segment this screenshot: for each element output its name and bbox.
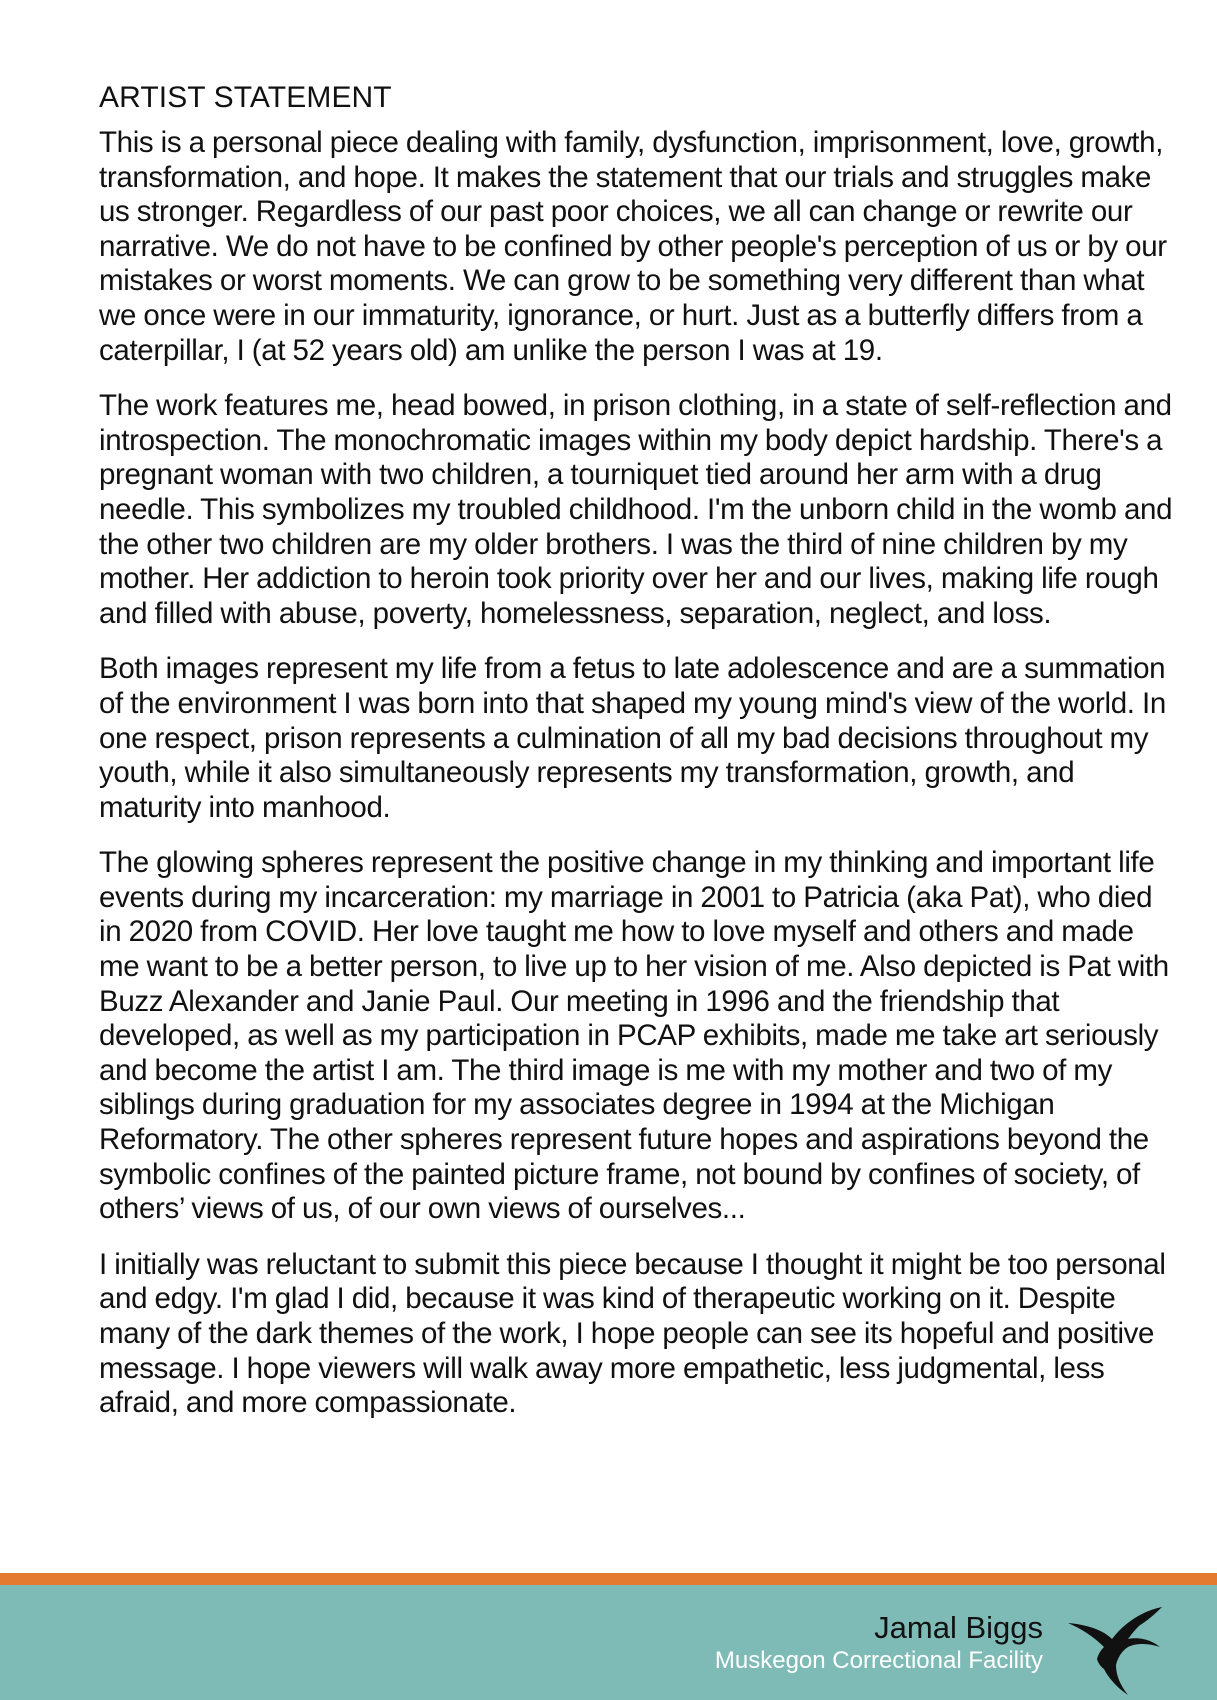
swallow-bird-icon bbox=[1064, 1605, 1164, 1697]
statement-heading: ARTIST STATEMENT bbox=[99, 81, 392, 114]
artist-name: Jamal Biggs bbox=[874, 1610, 1043, 1645]
facility-name: Muskegon Correctional Facility bbox=[714, 1647, 1043, 1674]
statement-paragraph-2: The work features me, head bowed, in prison clothing, in a state of self-reflection and introspection. The monochromatic images within my body depict hardship. There's a pregnant woman with two children, a tourniquet tied around her arm with a drug needle. This symbolizes my troubled childhood. I'm the unborn child in the womb and the other two children are my older brothers. I was the third of nine children by my mother. Her addiction to heroin took priority over her and our lives, making life rough and filled with abuse, poverty, homelessness, separation, neglect, and loss. bbox=[99, 389, 1173, 630]
statement-paragraph-5: I initially was reluctant to submit this piece because I thought it might be too personal and edgy. I'm glad I did, because it was kind of therapeutic working on it. Despite many of the dark themes of the work, I hope people can see its hopeful and positive message. I hope viewers will walk away more empathetic, less judgmental, less afraid, and more compassionate. bbox=[99, 1247, 1166, 1420]
statement-paragraph-1: This is a personal piece dealing with family, dysfunction, imprisonment, love, growth, transformation, and hope. It makes the statement that our trials and struggles make us stronger. Regardless of our past poor choices, we all can change or rewrite our narrative. We do not have to be confined by other people's perception of us or by our mistakes or worst moments. We can grow to be something very different than what we once were in our immaturity, ignorance, or hurt. Just as a butterfly differs from a caterpillar, I (at 52 years old) am unlike the person I was at 19. bbox=[99, 126, 1167, 367]
statement-paragraph-3: Both images represent my life from a fetus to late adolescence and are a summation of the environment I was born into that shaped my young mind's view of the world. In one respect, prison represents a culmination of all my bad decisions throughout my youth, while it also simultaneously represents my transformation, growth, and maturity into manhood. bbox=[99, 652, 1166, 824]
artist-statement bbox=[99, 80, 1179, 1442]
footer-accent-stripe bbox=[0, 1573, 1217, 1585]
statement-paragraph-4: The glowing spheres represent the positive change in my thinking and important life events during my incarceration: my marriage in 2001 to Patricia (aka Pat), who died in 2020 from COVID. Her love taught me how to love myself and others and made me want to be a better person, to live up to her vision of me. Also depicted is Pat with Buzz Alexander and Janie Paul. Our meeting in 1996 and the friendship that developed, as well as my participation in PCAP exhibits, made me take art seriously and become the artist I am. The third image is me with my mother and two of my siblings during graduation for my associates degree in 1994 at the Michigan Reformatory. The other spheres represent future hopes and aspirations beyond the symbolic confines of the painted picture frame, not bound by confines of society, of others’ views of us, of our own views of ourselves... bbox=[99, 846, 1169, 1226]
footer-band bbox=[0, 1585, 1217, 1700]
footer bbox=[0, 1573, 1217, 1700]
